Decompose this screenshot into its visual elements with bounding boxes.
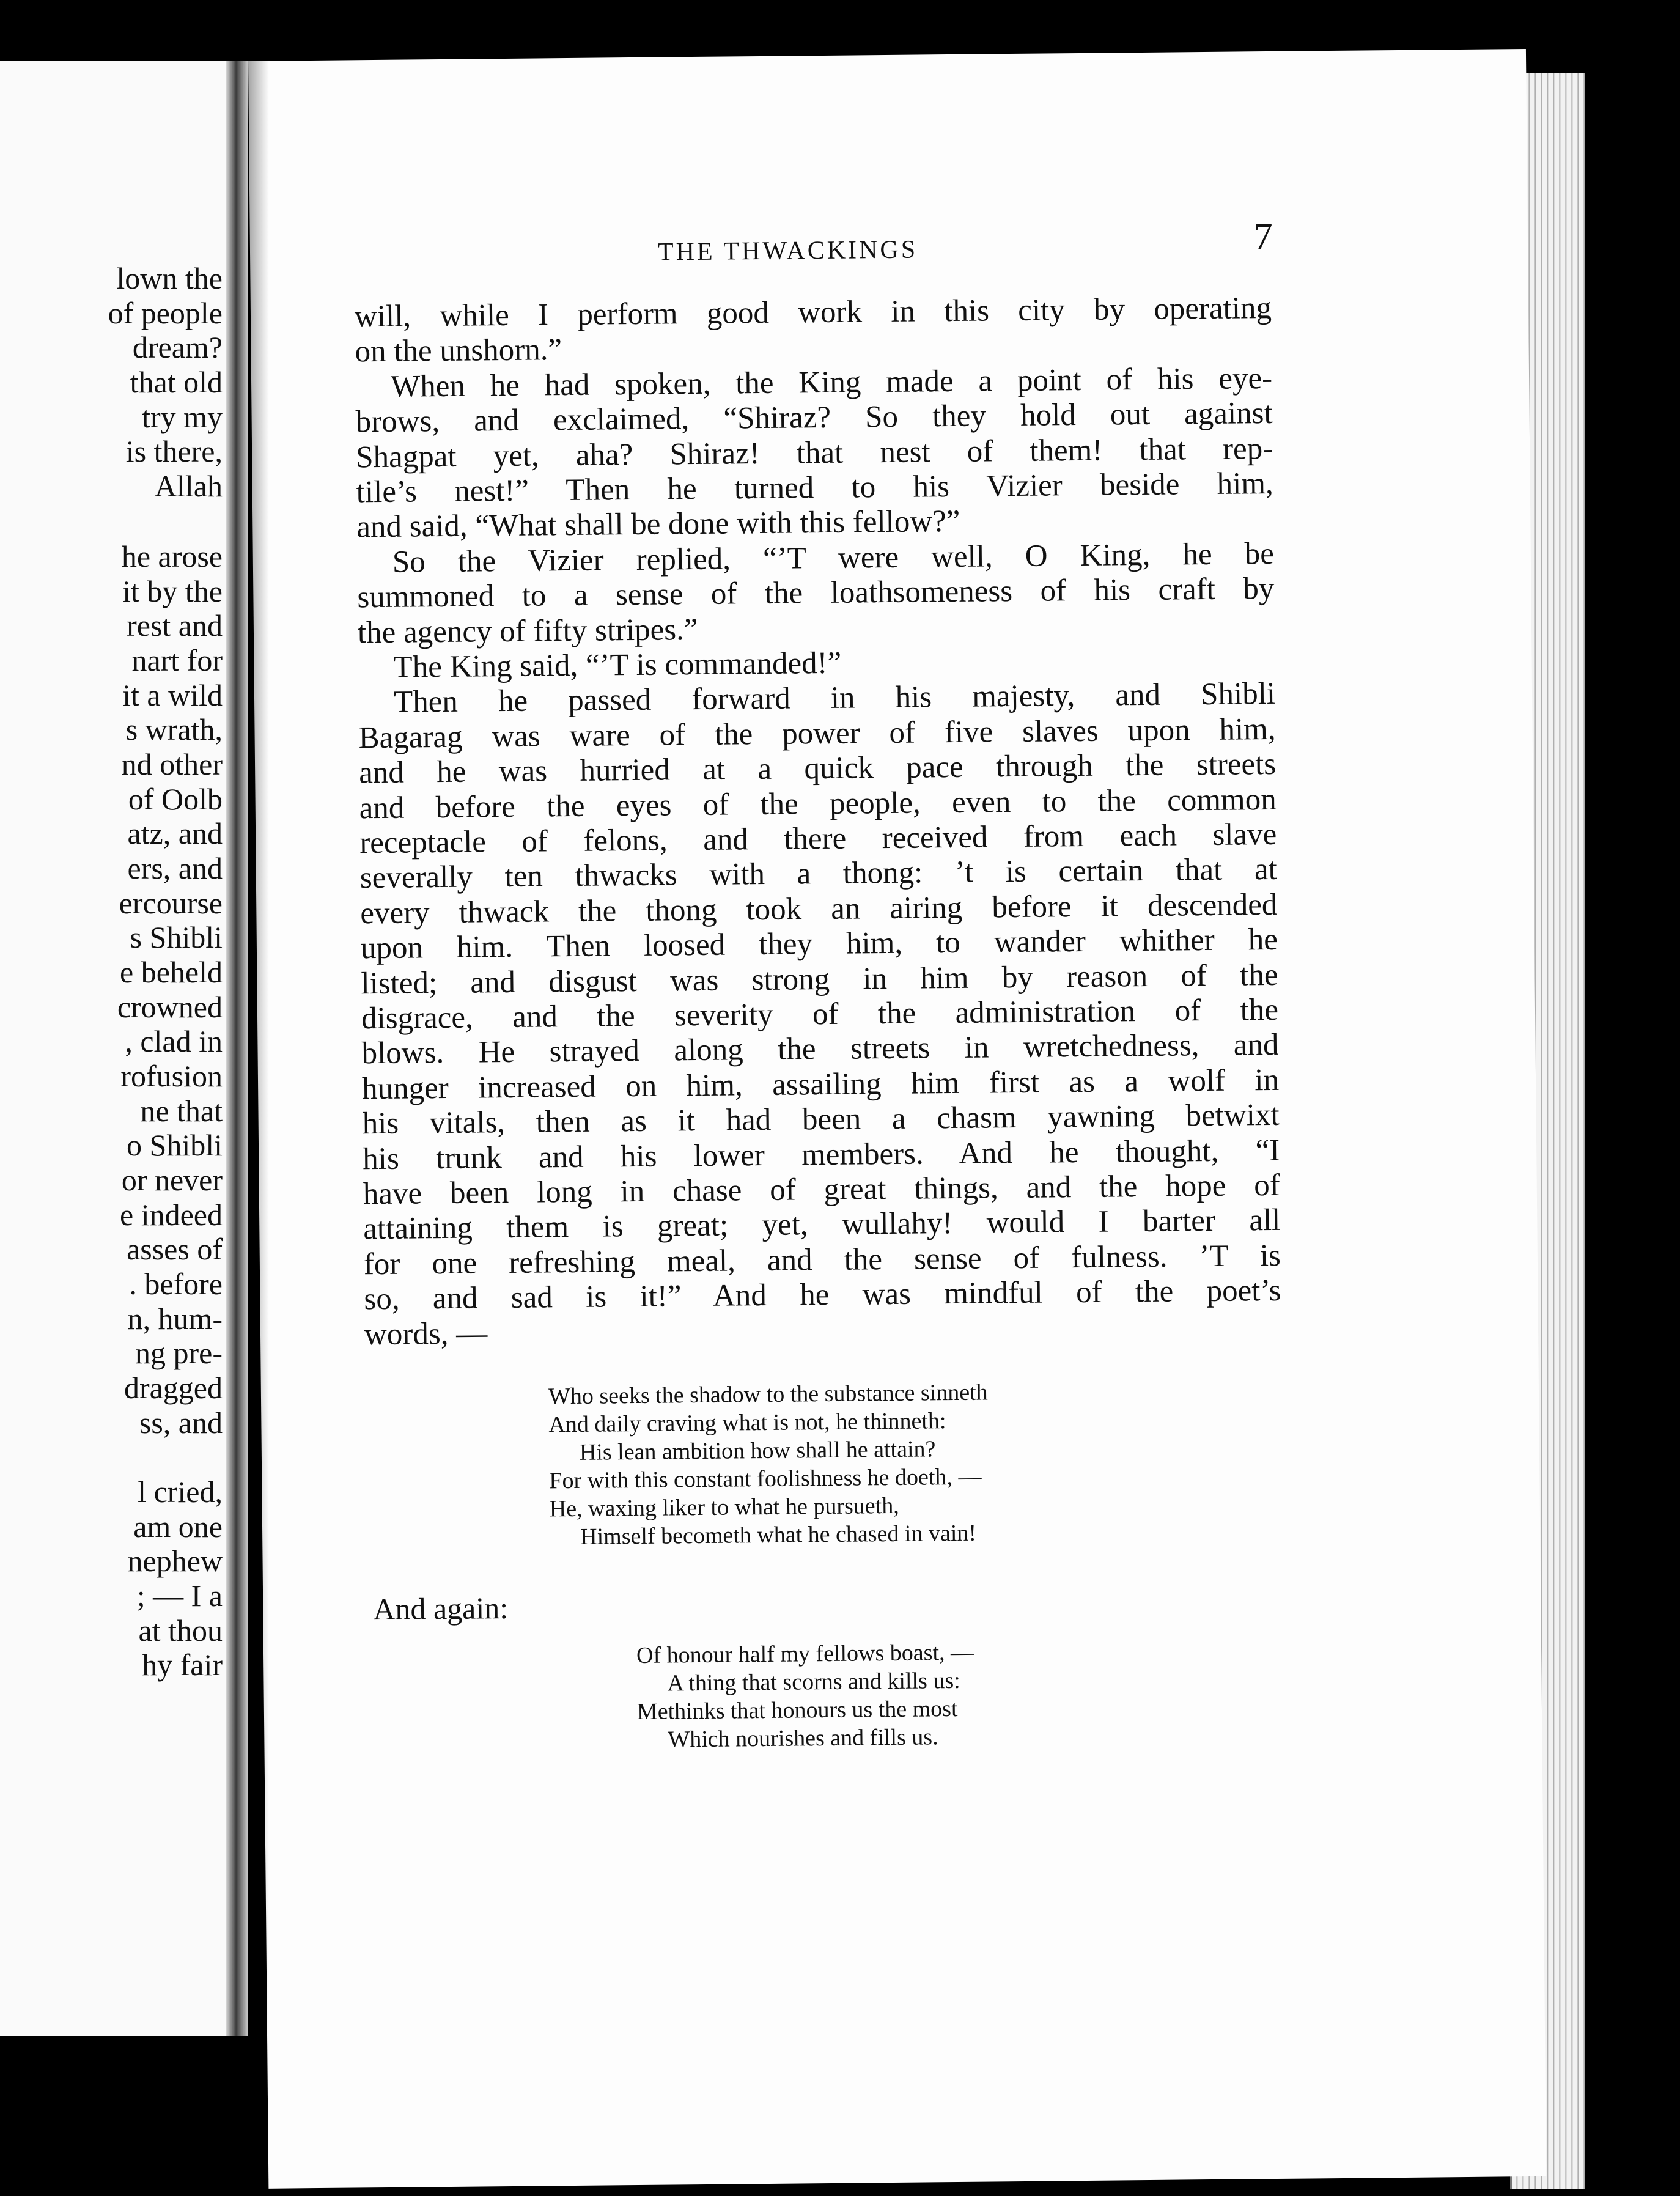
body-text-line: words, — — [364, 1316, 488, 1352]
left-page-line-fragment: it by the — [122, 574, 223, 608]
left-page-line-fragment: dream? — [132, 330, 223, 364]
left-page-line-fragment: am one — [133, 1509, 223, 1544]
left-page-line-fragment: hy fair — [142, 1648, 223, 1682]
left-page-line-fragment: rest and — [127, 608, 223, 643]
left-page-line-fragment: ss, and — [139, 1406, 223, 1440]
body-text-line: disgrace, and the severity of the administration of the — [361, 992, 1279, 1036]
left-page-line-fragment: ; — I a — [136, 1579, 223, 1613]
verse-line: Which nourishes and fills us. — [668, 1724, 938, 1753]
left-page-line-fragment: Allah — [154, 469, 223, 503]
body-text-line: severally ten thwacks with a thong: ’t is certain that at — [359, 852, 1278, 896]
body-text-line: his vitals, then as it had been a chasm yawning betwixt — [362, 1098, 1280, 1141]
body-text-line: tile’s nest!” Then he turned to his Vizier beside him, — [356, 466, 1273, 510]
scan-speck — [1628, 1745, 1637, 1754]
left-page-line-fragment: ne that — [140, 1094, 223, 1128]
body-text-line: summoned to a sense of the loathsomeness of his craft by — [357, 572, 1275, 615]
left-page-line-fragment: dragged — [123, 1371, 223, 1405]
left-page-line-fragment: or never — [121, 1163, 223, 1197]
left-page-line-fragment: s Shibli — [130, 920, 223, 954]
body-text-line: and said, “What shall be done with this fellow?” — [356, 504, 960, 545]
body-text-line: listed; and disgust was strong in him by reason of the — [361, 957, 1278, 1001]
page-number: 7 — [1253, 215, 1273, 258]
verse-line: Of honour half my fellows boast, — — [636, 1639, 974, 1669]
left-page-line-fragment: ng pre- — [135, 1336, 223, 1370]
body-text-line: Shagpat yet, aha? Shiraz! that nest of them! that rep- — [355, 431, 1273, 474]
left-page-line-fragment: of people — [108, 296, 223, 330]
body-text-line: so, and sad is it!” And he was mindful of the poet’s — [364, 1273, 1281, 1317]
left-page-line-fragment: crowned — [117, 990, 223, 1024]
left-page-line-fragment: it a wild — [122, 678, 223, 712]
body-text-line: Bagarag was ware of the power of five slaves upon him, — [358, 712, 1276, 756]
body-text-line: his trunk and his lower members. And he thought, “I — [362, 1133, 1280, 1176]
left-page-line-fragment: ers, and — [127, 851, 223, 885]
and-again-line: And again: — [373, 1591, 509, 1627]
left-page-line-fragment: n, hum- — [127, 1302, 223, 1336]
verse-line: Who seeks the shadow to the substance sinneth — [548, 1379, 988, 1410]
body-text-line: The King said, “’T is commanded!” — [393, 646, 842, 685]
body-text-line: have been long in chase of great things, and the hope of — [363, 1168, 1280, 1212]
body-text-line: every thwack the thong took an airing before it descended — [360, 887, 1278, 931]
left-page-line-fragment: rofusion — [120, 1059, 223, 1093]
verse-line: He, waxing liker to what he pursueth, — [549, 1492, 899, 1522]
left-page-line-fragment: nd other — [121, 747, 223, 781]
left-page-line-fragment: he arose — [121, 539, 223, 573]
left-page — [0, 61, 226, 2036]
verse-line: His lean ambition how shall he attain? — [579, 1436, 936, 1465]
body-text-line: and before the eyes of the people, even to the common — [359, 782, 1277, 825]
body-text-line: the agency of fifty stripes.” — [357, 612, 698, 650]
left-page-line-fragment: try my — [142, 400, 223, 434]
body-text-line: on the unshorn.” — [355, 333, 562, 369]
body-text-line: for one refreshing meal, and the sense of fulness. ’T is — [363, 1238, 1281, 1282]
left-page-line-fragment: e beheld — [120, 955, 223, 989]
left-page-line-fragment: at thou — [138, 1613, 223, 1648]
verse-line: For with this constant foolishness he doeth, — — [549, 1464, 982, 1494]
body-text-line: So the Vizier replied, “’T were well, O King, he be — [392, 536, 1275, 580]
left-page-line-fragment: of Oolb — [128, 782, 223, 816]
book-gutter — [226, 61, 248, 2036]
spine-shadow — [248, 61, 269, 2189]
verse-line: Methinks that honours us the most — [636, 1695, 958, 1725]
left-page-line-fragment: o Shibli — [127, 1128, 223, 1162]
verse-line: A thing that scorns and kills us: — [667, 1667, 960, 1697]
left-page-line-fragment: atz, and — [127, 816, 223, 850]
body-text-line: receptacle of felons, and there received from each slave — [359, 817, 1277, 861]
body-text-line: upon him. Then loosed they him, to wander whither he — [360, 923, 1278, 966]
left-page-line-fragment: e indeed — [120, 1198, 223, 1232]
left-page-line-fragment: ercourse — [119, 886, 223, 920]
verse-line: Himself becometh what he chased in vain! — [580, 1520, 977, 1550]
left-page-line-fragment: that old — [130, 365, 223, 399]
body-text-line: blows. He strayed along the streets in wretchedness, and — [361, 1028, 1279, 1071]
scan-speck — [636, 0, 639, 43]
running-head: THE THWACKINGS — [657, 235, 918, 267]
body-text-line: hunger increased on him, assailing him first as a wolf in — [361, 1063, 1280, 1107]
body-text-line: will, while I perform good work in this city by operating — [354, 290, 1272, 334]
body-text-line: attaining them is great; yet, wullahy! would I barter all — [363, 1203, 1281, 1247]
left-page-line-fragment: s wrath, — [125, 712, 223, 746]
left-page-line-fragment: nart for — [131, 643, 223, 677]
left-page-line-fragment: lown the — [116, 261, 223, 295]
body-text-line: Then he passed forward in his majesty, and Shibli — [393, 677, 1276, 720]
left-page-line-fragment: is there, — [125, 434, 223, 468]
body-text-line: When he had spoken, the King made a point of his eye- — [390, 361, 1273, 404]
left-page-line-fragment: , clad in — [125, 1024, 223, 1058]
left-page-line-fragment: l cried, — [138, 1475, 223, 1509]
right-page — [248, 49, 1546, 2189]
verse-line: And daily craving what is not, he thinneth: — [548, 1408, 946, 1438]
body-text-line: brows, and exclaimed, “Shiraz? So they hold out against — [355, 396, 1273, 440]
body-text-line: and he was hurried at a quick pace through the streets — [358, 747, 1277, 790]
left-page-line-fragment: asses of — [127, 1232, 223, 1266]
left-page-line-fragment: . before — [129, 1267, 223, 1301]
left-page-line-fragment: nephew — [127, 1544, 223, 1578]
